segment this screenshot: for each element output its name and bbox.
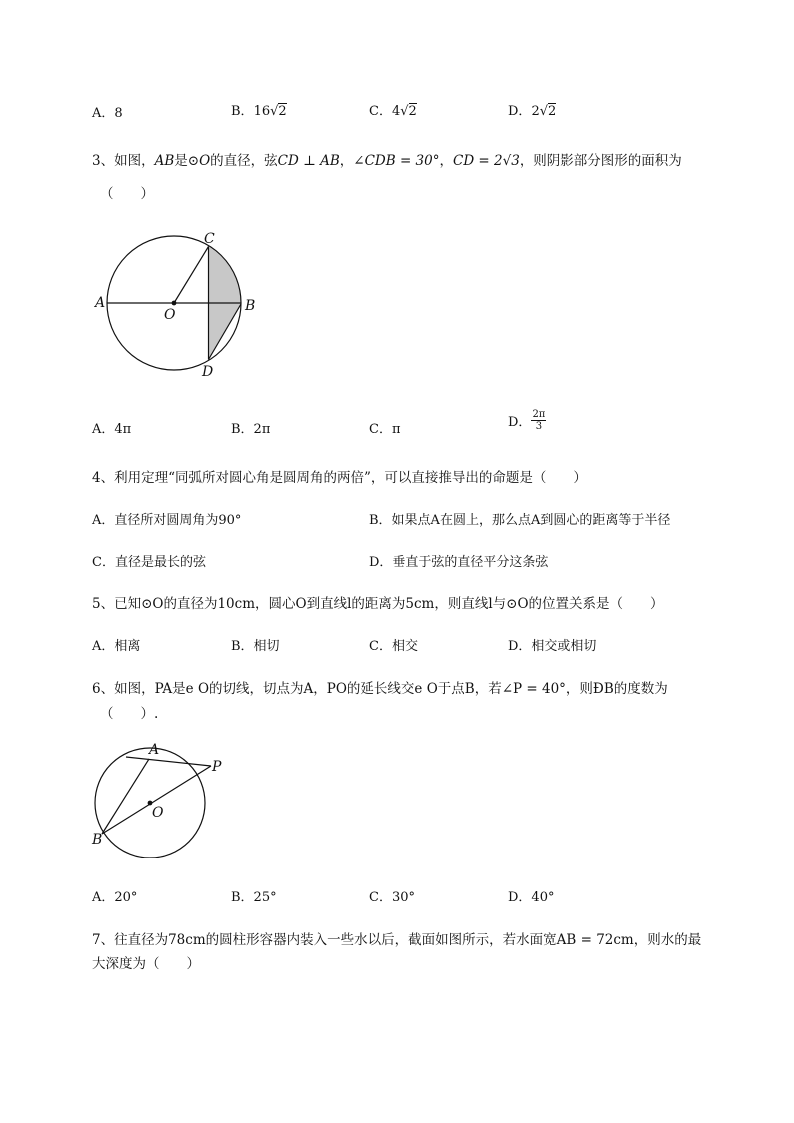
q2-option-c-radicand: 2	[408, 104, 417, 119]
q3-option-a: A．4π	[92, 422, 132, 437]
q3-answer-paren: （ ）	[100, 186, 154, 202]
q6-figure	[88, 738, 238, 858]
q3-condition-perpendicular: CD ⊥ AB	[277, 153, 340, 169]
q6-label-o: O	[152, 805, 164, 821]
q6-answer-paren: （ ）.	[100, 706, 159, 722]
q3-text-2: 的直径，弦	[210, 153, 278, 169]
q3-text-4: ，	[439, 153, 453, 169]
q6-label-b: B	[92, 832, 103, 848]
q2-option-b-radicand: 2	[278, 104, 287, 119]
q3-var-ab: AB	[154, 153, 175, 169]
q2-option-a: A．8	[92, 106, 123, 121]
q3-text-1: 是⊙	[174, 153, 200, 169]
q4-option-a: A．直径所对圆周角为90°	[92, 513, 242, 528]
q6-label-p: P	[212, 759, 222, 775]
q3-center-dot	[172, 301, 177, 306]
q3-label-a: A	[95, 295, 106, 311]
sqrt-sign: √	[539, 104, 549, 119]
q3-figure	[90, 226, 270, 386]
q6-option-b: B．25°	[231, 890, 277, 905]
q2-option-b-prefix: B．	[231, 104, 254, 119]
q3-option-d-denominator: 3	[535, 421, 543, 432]
sqrt-sign: √	[400, 104, 409, 119]
q2-option-c-value: 4	[391, 104, 401, 119]
q3-stem	[92, 149, 682, 169]
q2-option-d-value: 2	[531, 104, 540, 119]
q5-option-d: D．相交或相切	[508, 639, 597, 654]
q6-secant-pb	[102, 766, 211, 834]
sqrt-sign: √	[270, 104, 279, 119]
q3-option-b: B．2π	[231, 422, 271, 437]
q2-option-b	[231, 100, 287, 119]
q3-text-3: ，	[339, 153, 354, 169]
q3-condition-length: CD = 2√3	[452, 153, 520, 169]
q7-stem-line-1: 7、往直径为78cm的圆柱形容器内装入一些水以后，截面如图所示，若水面宽AB = 72cm，则水的最	[92, 932, 702, 948]
q2-option-c	[369, 100, 417, 119]
q4-option-d: D．垂直于弦的直径平分这条弦	[369, 555, 549, 570]
q4-option-b: B．如果点A在圆上，那么点A到圆心的距离等于半径	[369, 513, 671, 528]
q3-label-d: D	[202, 364, 214, 380]
q3-condition-angle: ∠CDB = 30°	[353, 153, 440, 169]
q5-option-c: C．相交	[369, 639, 418, 654]
q5-option-a: A．相离	[92, 639, 141, 654]
q3-number: 3、如图，	[92, 153, 155, 169]
q3-option-c: C．π	[369, 422, 401, 437]
q4-option-c: C．直径是最长的弦	[92, 555, 206, 570]
q6-tangent-pa	[126, 757, 211, 766]
q3-text-5: ，则阴影部分图形的面积为	[519, 153, 682, 169]
q6-option-a: A．20°	[92, 890, 138, 905]
q2-option-c-prefix: C．	[369, 104, 392, 119]
q3-option-d-prefix: D．	[508, 415, 532, 430]
q5-stem: 5、已知⊙O的直径为10cm，圆心O到直线l的距离为5cm，则直线l与⊙O的位置关系是（ ）	[92, 596, 664, 612]
q3-var-o: O	[199, 153, 211, 169]
q2-option-d	[508, 100, 556, 119]
q6-stem: 6、如图，PA是e O的切线，切点为A，PO的延长线交e O于点B，若∠P = 40°，则ÐB的度数为	[92, 681, 668, 697]
q3-label-o: O	[164, 307, 176, 323]
q3-label-b: B	[245, 298, 256, 314]
q3-option-d-numerator: 2π	[532, 409, 546, 420]
q2-option-d-radicand: 2	[548, 104, 557, 119]
q4-stem: 4、利用定理“同弧所对圆心角是圆周角的两倍”，可以直接推导出的命题是（ ）	[92, 470, 587, 486]
q7-stem-line-2: 大深度为（ ）	[92, 956, 200, 972]
q6-chord-ab	[102, 759, 149, 834]
q2-option-b-value: 16	[253, 104, 271, 119]
q6-option-c: C．30°	[369, 890, 415, 905]
q3-segment-oc	[174, 247, 209, 304]
q6-option-d: D．40°	[508, 890, 555, 905]
q5-option-b: B．相切	[231, 639, 280, 654]
q3-label-c: C	[204, 231, 215, 247]
q3-option-d	[508, 409, 546, 432]
q6-label-a: A	[149, 742, 160, 758]
q2-option-d-prefix: D．	[508, 104, 532, 119]
q3-option-d-fraction	[531, 409, 546, 432]
